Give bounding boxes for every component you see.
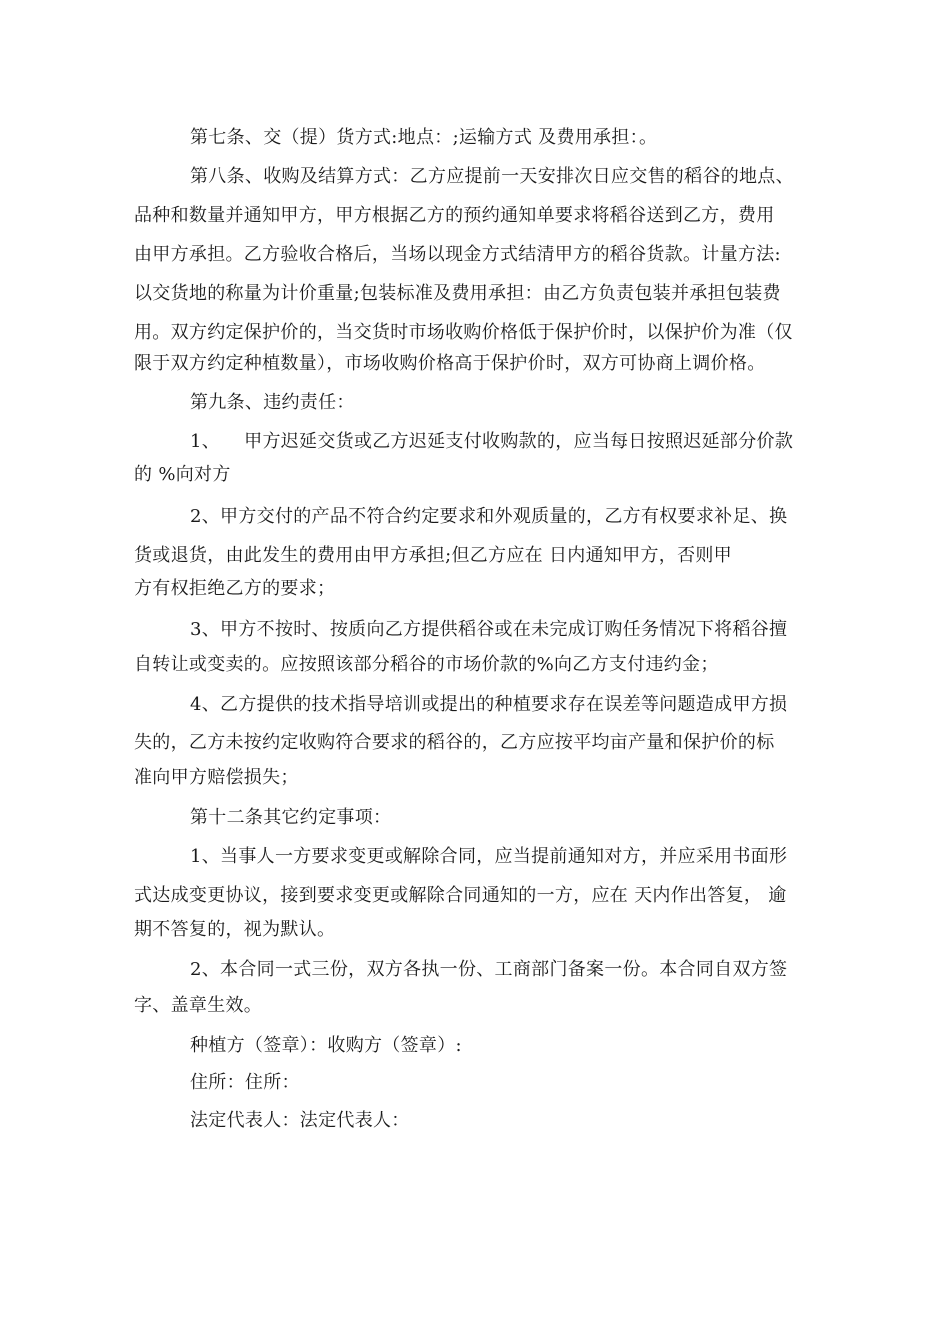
other-item-2-line-2: 字、盖章生效。 [134,995,263,1016]
article-8-line-5: 用。双方约定保护价的，当交货时市场收购价格低于保护价时，以保护价为准（仅 [134,322,793,343]
breach-item-1-line-2: 的 %向对方 [134,464,231,485]
legal-representative-line: 法定代表人：法定代表人： [190,1110,410,1131]
breach-item-1-line-1: 1、 甲方迟延交货或乙方迟延支付收购款的，应当每日按照迟延部分价款 [190,431,794,452]
breach-item-2-line-2: 货或退货，由此发生的费用由甲方承担;但乙方应在 日内通知甲方，否则甲 [134,545,732,566]
breach-item-3-line-1: 3、甲方不按时、按质向乙方提供稻谷或在未完成订购任务情况下将稻谷擅 [190,619,788,640]
article-8-line-4: 以交货地的称量为计价重量;包装标准及费用承担：由乙方负责包装并承担包装费 [134,283,781,304]
article-7-line: 第七条、交（提）货方式:地点：;运输方式 及费用承担：。 [190,127,658,148]
article-8-line-6: 限于双方约定种植数量），市场收购价格高于保护价时，双方可协商上调价格。 [134,353,766,374]
article-9-heading: 第九条、违约责任： [190,392,355,413]
breach-item-4-line-3: 准向甲方赔偿损失； [134,767,299,788]
breach-item-4-line-2: 失的，乙方未按约定收购符合要求的稻谷的，乙方应按平均亩产量和保护价的标 [134,732,775,753]
article-8-line-1: 第八条、收购及结算方式：乙方应提前一天安排次日应交售的稻谷的地点、 [190,166,794,187]
article-8-line-2: 品种和数量并通知甲方，甲方根据乙方的预约通知单要求将稻谷送到乙方，费用 [134,205,775,226]
other-item-1-line-3: 期不答复的，视为默认。 [134,919,336,940]
article-12-heading: 第十二条其它约定事项： [190,807,392,828]
breach-item-2-line-3: 方有权拒绝乙方的要求； [134,578,336,599]
article-8-line-3: 由甲方承担。乙方验收合格后，当场以现金方式结清甲方的稻谷货款。计量方法: [134,244,781,265]
breach-item-2-line-1: 2、甲方交付的产品不符合约定要求和外观质量的，乙方有权要求补足、换 [190,506,788,527]
other-item-1-line-1: 1、当事人一方要求变更或解除合同，应当提前通知对方，并应采用书面形 [190,846,788,867]
other-item-1-line-2: 式达成变更协议，接到要求变更或解除合同通知的一方，应在 天内作出答复， 逾 [134,885,787,906]
signature-parties-line: 种植方（签章）：收购方（签章）: [190,1035,462,1056]
address-line: 住所：住所： [190,1072,300,1093]
other-item-2-line-1: 2、本合同一式三份，双方各执一份、工商部门备案一份。本合同自双方签 [190,959,788,980]
breach-item-4-line-1: 4、乙方提供的技术指导培训或提出的种植要求存在误差等问题造成甲方损 [190,694,788,715]
breach-item-3-line-2: 自转让或变卖的。应按照该部分稻谷的市场价款的%向乙方支付违约金； [134,654,719,675]
